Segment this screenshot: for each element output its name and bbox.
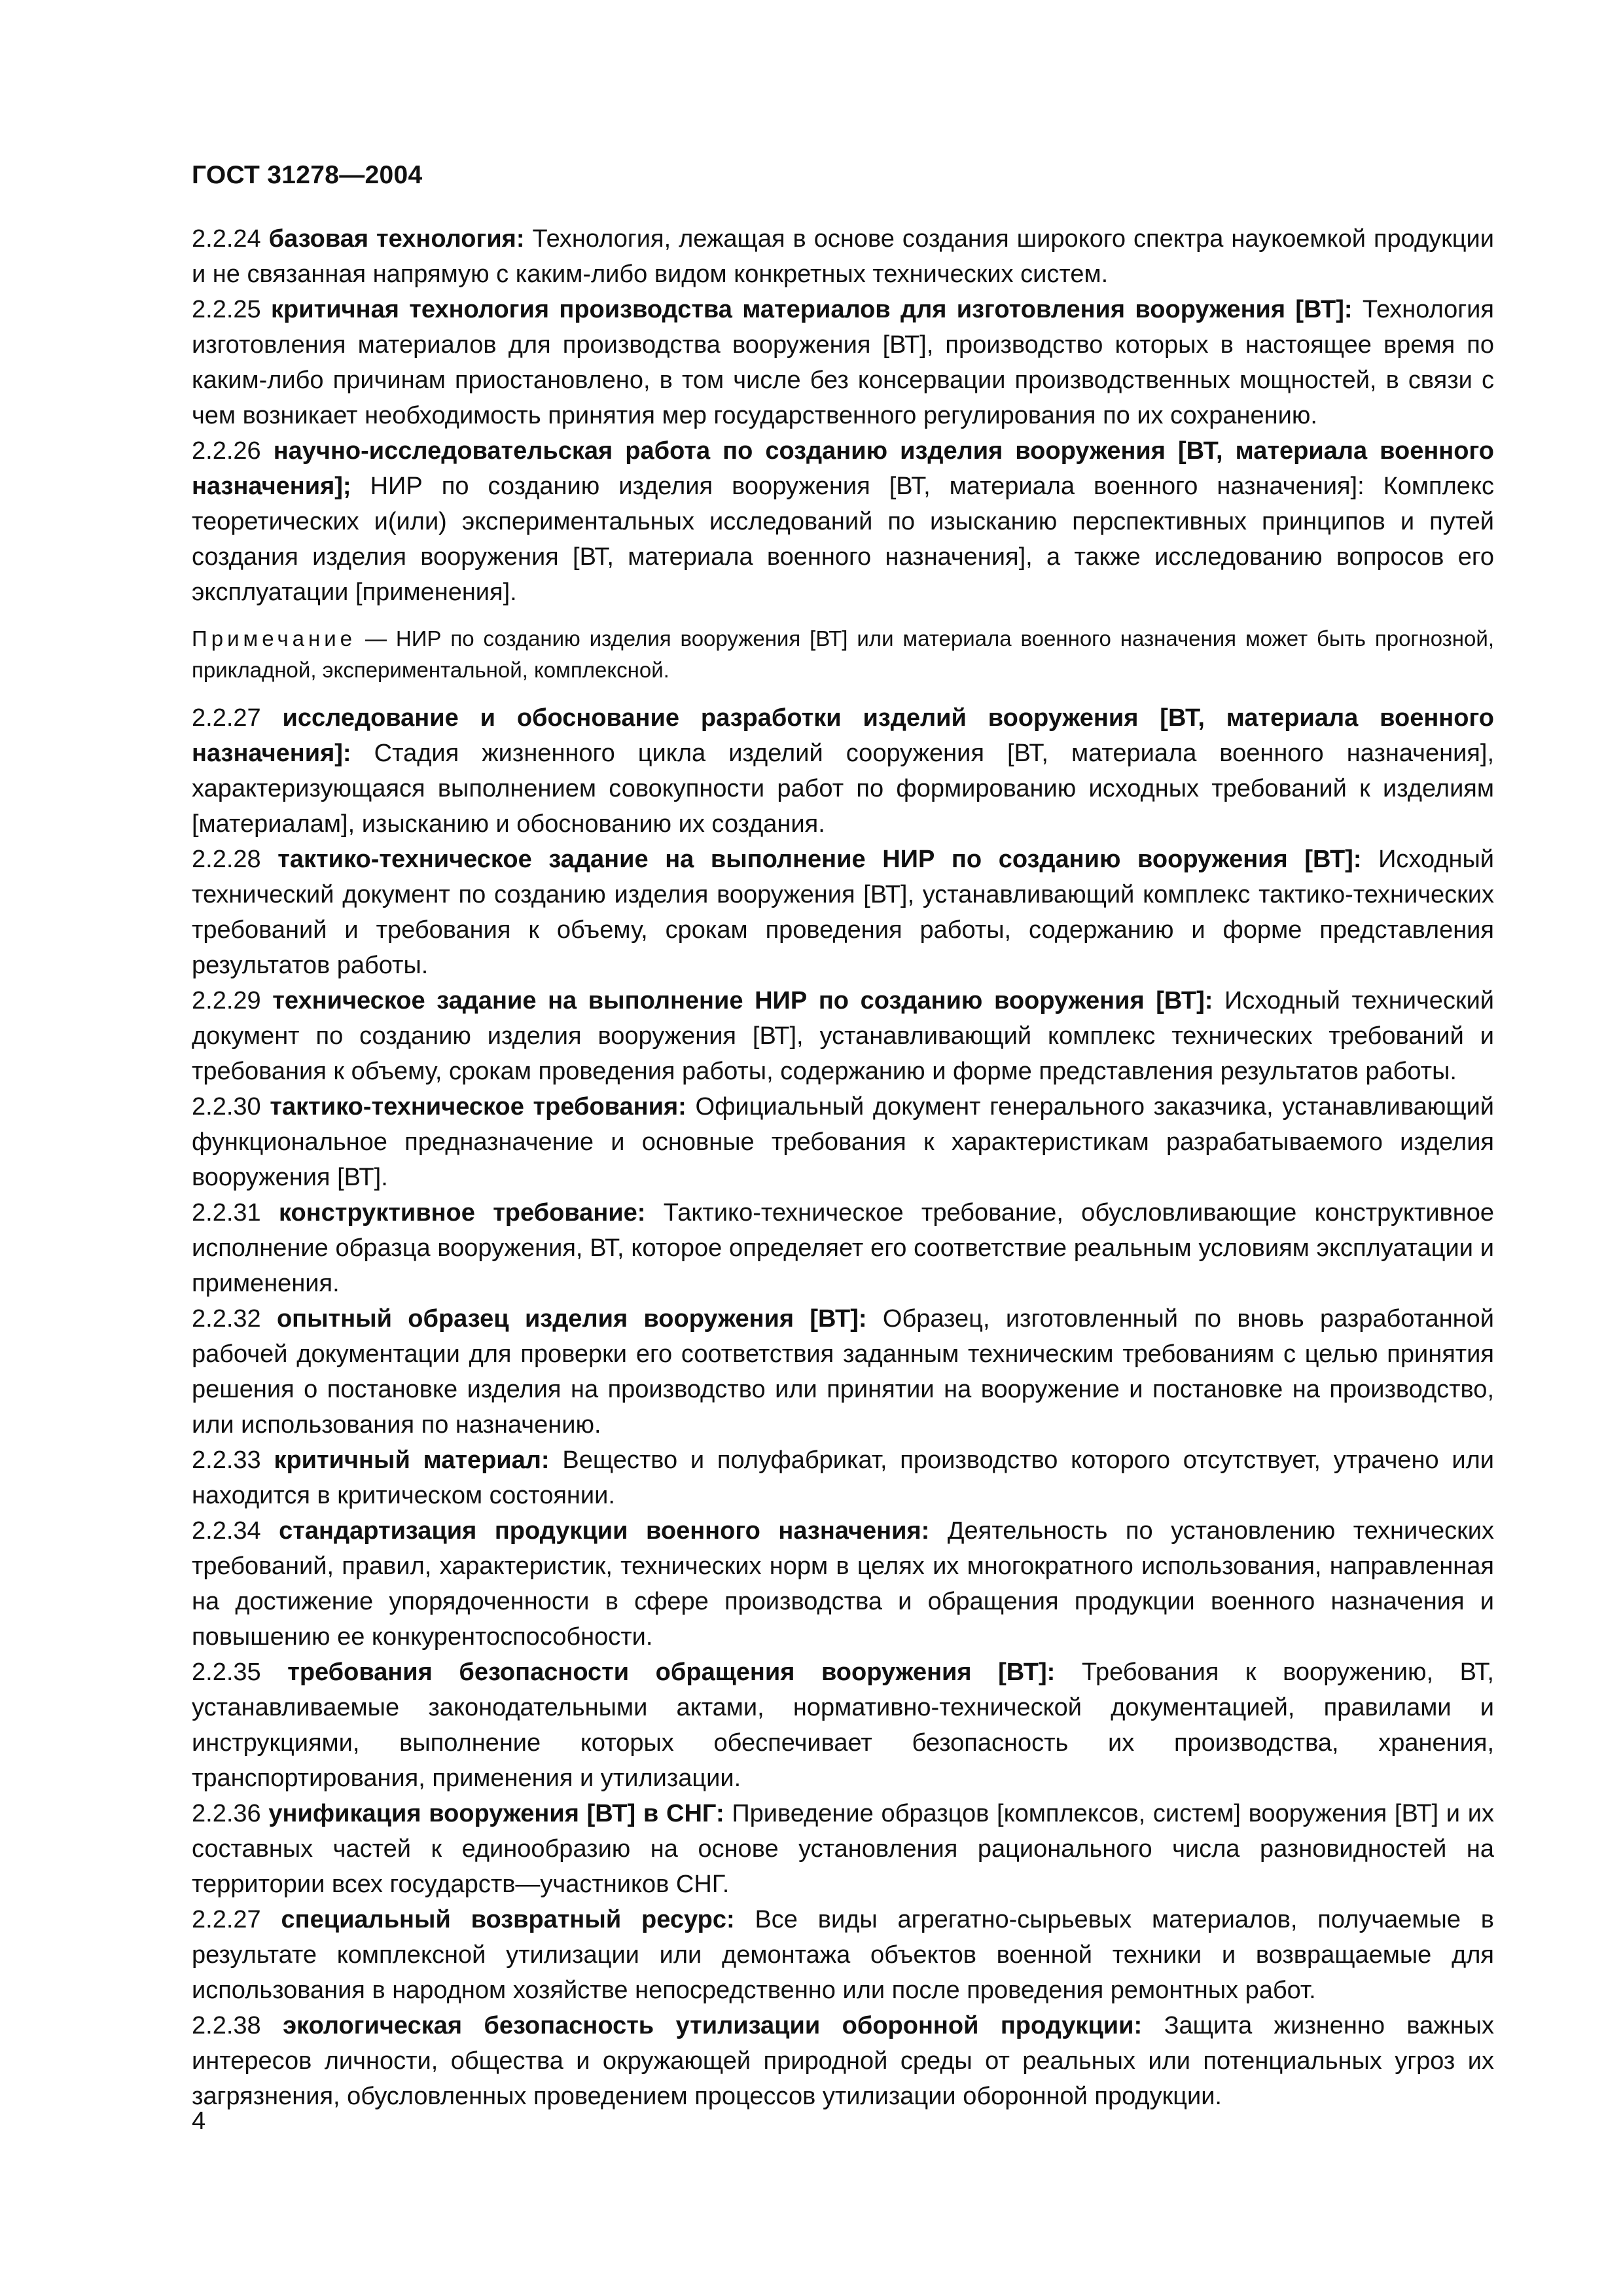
entry-number: 2.2.34	[192, 1517, 261, 1545]
entry-definition: Исходный технический документ по созданию изделия вооружения [ВТ], устанавливающий комплекс тактико-технических требований и требования к объему, срокам проведения работы, содержанию и форме представления результатов работы.	[192, 846, 1494, 979]
term-entry	[192, 1902, 1494, 2008]
entry-term: специальный возвратный ресурс:	[281, 1906, 735, 1933]
entry-number: 2.2.29	[192, 987, 261, 1014]
entry-number: 2.2.30	[192, 1093, 261, 1121]
entry-number: 2.2.35	[192, 1659, 261, 1686]
document-header: ГОСТ 31278—2004	[192, 161, 423, 189]
entry-number: 2.2.28	[192, 846, 261, 873]
note-block	[192, 623, 1494, 686]
entry-number: 2.2.36	[192, 1800, 261, 1827]
entry-definition: Технология, лежащая в основе создания широкого спектра наукоемкой продукции и не связанная напрямую с каким-либо видом конкретных технических систем.	[192, 225, 1494, 288]
entry-number: 2.2.27	[192, 704, 261, 732]
entry-number: 2.2.26	[192, 437, 261, 465]
term-entry	[192, 433, 1494, 610]
term-entry	[192, 700, 1494, 842]
entry-term: базовая технология:	[268, 225, 525, 253]
term-entry	[192, 292, 1494, 433]
entry-number: 2.2.32	[192, 1305, 261, 1333]
entry-term: конструктивное требование:	[278, 1199, 646, 1227]
entry-definition: Технология изготовления материалов для производства вооружения [ВТ], производство которых в настоящее время по каким-либо причинам приостановлено, в том числе без консервации производственных мощностей, в связи с чем возникает необходимость принятия мер государственного регулирования по их сохранению.	[192, 296, 1494, 429]
term-entry	[192, 2008, 1494, 2114]
entry-definition: НИР по созданию изделия вооружения [ВТ, материала военного назначения]: Комплекс теоретических и(или) экспериментальных исследований по изысканию перспективных принципов и путей создания изделия вооружения [ВТ, материала военного назначения], а также исследованию вопросов его эксплуатации [применения].	[192, 473, 1494, 606]
entry-definition: Тактико-техническое требование, обусловливающие конструктивное исполнение образца вооружения, ВТ, которое определяет его соответствие реальным условиям эксплуатации и применения.	[192, 1199, 1494, 1297]
entry-term: требования безопасности обращения вооружения [ВТ]:	[287, 1659, 1056, 1686]
entry-number: 2.2.25	[192, 296, 261, 323]
term-entry	[192, 1301, 1494, 1443]
entry-definition: Образец, изготовленный по вновь разработанной рабочей документации для проверки его соответствия заданным техническим требованиям с целью принятия решения о постановке изделия на производство или принятии на вооружение и постановке на производство, или использования по назначению.	[192, 1305, 1494, 1439]
entry-number: 2.2.24	[192, 225, 261, 253]
note-label: Примечание	[192, 626, 357, 651]
document-body	[192, 221, 1494, 2114]
entry-definition: Приведение образцов [комплексов, систем] вооружения [ВТ] и их составных частей к единообразию на основе установления рационального числа разновидностей на территории всех государств—участников СНГ.	[192, 1800, 1494, 1898]
entry-term: научно-исследовательская работа по созданию изделия вооружения [ВТ, материала военного назначения];	[192, 437, 1494, 500]
entry-definition: Вещество и полуфабрикат, производство которого отсутствует, утрачено или находится в критическом состоянии.	[192, 1446, 1495, 1509]
entry-definition: Защита жизненно важных интересов личности, общества и окружающей природной среды от реальных или потенциальных угроз их загрязнения, обусловленных проведением процессов утилизации оборонной продукции.	[192, 2012, 1494, 2110]
term-entry	[192, 1195, 1494, 1301]
entry-definition: Требования к вооружению, ВТ, устанавливаемые законодательными актами, нормативно-технической документацией, правилами и инструкциями, выполнение которых обеспечивает безопасность их производства, хранения, транспортирования, применения и утилизации.	[192, 1659, 1494, 1792]
entry-term: исследование и обоснование разработки изделий вооружения [ВТ, материала военного назначения]:	[192, 704, 1494, 767]
page-number: 4	[192, 2108, 206, 2135]
term-entry	[192, 842, 1494, 983]
term-entry	[192, 983, 1494, 1089]
entry-term: тактико-техническое требования:	[270, 1093, 687, 1121]
entry-number: 2.2.31	[192, 1199, 261, 1227]
note-text: — НИР по созданию изделия вооружения [ВТ] или материала военного назначения может быть прогнозной, прикладной, экспериментальной, комплексной.	[192, 626, 1494, 682]
term-entry	[192, 1655, 1494, 1796]
entry-definition: Исходный технический документ по созданию изделия вооружения [ВТ], устанавливающий комплекс технических требований и требования к объему, срокам проведения работы, содержанию и форме представления результатов работы.	[192, 987, 1495, 1085]
entry-term: техническое задание на выполнение НИР по созданию вооружения [ВТ]:	[272, 987, 1213, 1014]
entry-definition: Все виды агрегатно-сырьевых материалов, получаемые в результате комплексной утилизации или демонтажа объектов военной техники и возвращаемые для использования в народном хозяйстве непосредственно или после проведения ремонтных работ.	[192, 1906, 1494, 2004]
entry-definition: Деятельность по установлению технических требований, правил, характеристик, технических норм в целях их многократного использования, направленная на достижение упорядоченности в сфере производства и обращения продукции военного назначения и повышению ее конкурентоспособности.	[192, 1517, 1494, 1651]
term-entry	[192, 221, 1494, 292]
entry-term: опытный образец изделия вооружения [ВТ]:	[276, 1305, 867, 1333]
entry-term: экологическая безопасность утилизации оборонной продукции:	[283, 2012, 1143, 2039]
term-entry	[192, 1443, 1494, 1513]
entry-definition: Стадия жизненного цикла изделий сооружения [ВТ, материала военного назначения], характеризующаяся выполнением совокупности работ по формированию исходных требований к изделиям [материалам], изысканию и обоснованию их создания.	[192, 740, 1494, 838]
entry-term: стандартизация продукции военного назначения:	[279, 1517, 930, 1545]
entry-term: тактико-техническое задание на выполнение НИР по созданию вооружения [ВТ]:	[277, 846, 1362, 873]
entry-term: критичная технология производства материалов для изготовления вооружения [ВТ]:	[271, 296, 1353, 323]
entry-term: критичный материал:	[274, 1446, 550, 1474]
entry-definition: Официальный документ генерального заказчика, устанавливающий функциональное предназначение и основные требования к характеристикам разрабатываемого изделия вооружения [ВТ].	[192, 1093, 1495, 1191]
entry-term: унификация вооружения [ВТ] в СНГ:	[268, 1800, 724, 1827]
entry-number: 2.2.38	[192, 2012, 261, 2039]
term-entry	[192, 1089, 1494, 1195]
term-entry	[192, 1796, 1494, 1902]
entry-number: 2.2.27	[192, 1906, 261, 1933]
entry-number: 2.2.33	[192, 1446, 261, 1474]
term-entry	[192, 1513, 1494, 1655]
